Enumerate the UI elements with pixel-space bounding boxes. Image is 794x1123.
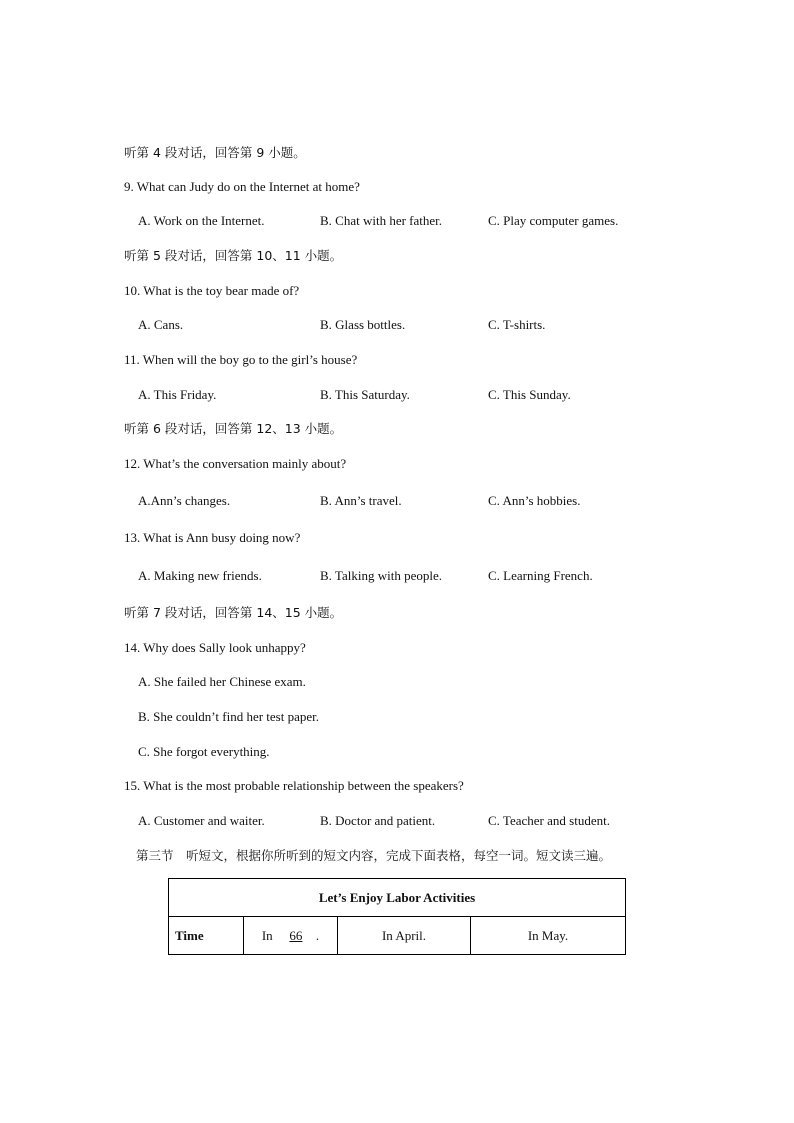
header-dialogue-5: 听第 5 段对话，回答第 10、11 小题。 [124,248,343,263]
cell-prefix: In [261,927,273,943]
q10-option-b: B. Glass bottles. [320,317,406,332]
q9-option-b: B. Chat with her father. [320,213,443,228]
q15-option-c: C. Teacher and student. [488,813,610,828]
q14-option-a: A. She failed her Chinese exam. [138,674,306,689]
q15-option-b: B. Doctor and patient. [320,813,436,828]
question-15: 15. What is the most probable relationship between the speakers? [124,778,464,793]
q11-option-a: A. This Friday. [138,387,217,402]
q15-option-a: A. Customer and waiter. [138,813,265,828]
q12-option-c: C. Ann’s hobbies. [488,493,581,508]
row-label-time: Time [169,917,244,955]
q9-option-c: C. Play computer games. [488,213,619,228]
q10-option-c: C. T-shirts. [488,317,546,332]
q9-option-a: A. Work on the Internet. [138,213,265,228]
question-12: 12. What’s the conversation mainly about? [124,456,347,471]
q11-option-b: B. This Saturday. [320,387,410,402]
table-title: Let’s Enjoy Labor Activities [169,879,626,917]
question-14: 14. Why does Sally look unhappy? [124,640,306,655]
q14-option-b: B. She couldn’t find her test paper. [138,709,320,724]
q14-option-c: C. She forgot everything. [138,744,270,759]
q13-option-c: C. Learning French. [488,568,593,583]
q12-option-b: B. Ann’s travel. [320,493,402,508]
q12-option-a: A.Ann’s changes. [138,493,231,508]
table-cell-may: In May. [471,917,626,955]
q13-option-a: A. Making new friends. [138,568,262,583]
q13-option-b: B. Talking with people. [320,568,442,583]
q10-option-a: A. Cans. [138,317,184,332]
answer-blank-66: 66 [289,927,303,943]
cell-suffix: . [315,927,320,943]
table-cell-april: In April. [338,917,471,955]
header-dialogue-6: 听第 6 段对话，回答第 12、13 小题。 [124,421,343,436]
q11-option-c: C. This Sunday. [488,387,571,402]
question-13: 13. What is Ann busy doing now? [124,530,301,545]
question-10: 10. What is the toy bear made of? [124,283,300,298]
header-dialogue-7: 听第 7 段对话，回答第 14、15 小题。 [124,605,343,620]
question-9: 9. What can Judy do on the Internet at home? [124,179,360,194]
labor-activities-table [168,878,626,955]
table-cell-blank [244,917,338,955]
part3-instructions: 第三节 听短文，根据你所听到的短文内容，完成下面表格，每空一词。短文读三遍。 [136,848,612,863]
question-11: 11. When will the boy go to the girl’s house? [124,352,358,367]
header-dialogue-4: 听第 4 段对话，回答第 9 小题。 [124,145,306,160]
